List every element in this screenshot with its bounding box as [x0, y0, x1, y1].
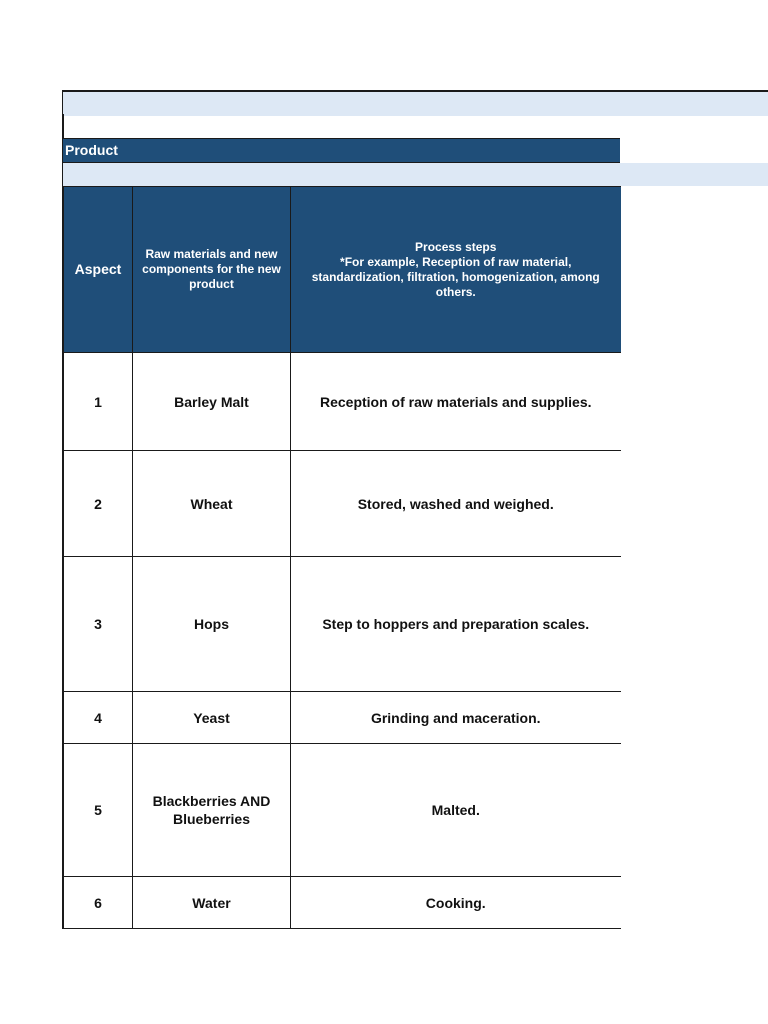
aspect-cell: 5 — [64, 744, 133, 877]
aspect-cell: 6 — [64, 877, 133, 929]
process-cell: Malted. — [291, 744, 621, 877]
aspect-header: Aspect — [64, 187, 133, 353]
aspect-cell: 1 — [64, 353, 133, 451]
aspect-cell: 3 — [64, 557, 133, 692]
process-table — [63, 186, 621, 929]
aspect-cell: 4 — [64, 692, 133, 744]
process-cell: Grinding and maceration. — [291, 692, 621, 744]
table-row — [64, 877, 621, 929]
table-row — [64, 353, 621, 451]
material-cell: Water — [133, 877, 291, 929]
raw-materials-header: Raw materials and new components for the new product — [133, 187, 291, 353]
material-cell: Blackberries AND Blueberries — [133, 744, 291, 877]
process-cell: Reception of raw materials and supplies. — [291, 353, 621, 451]
table-header-row — [64, 187, 621, 353]
product-label: Product — [63, 138, 620, 163]
process-cell: Stored, washed and weighed. — [291, 451, 621, 557]
material-cell: Hops — [133, 557, 291, 692]
table-row — [64, 557, 621, 692]
material-cell: Barley Malt — [133, 353, 291, 451]
table-row — [64, 692, 621, 744]
material-cell: Wheat — [133, 451, 291, 557]
aspect-cell: 2 — [64, 451, 133, 557]
table-row — [64, 451, 621, 557]
process-cell: Step to hoppers and preparation scales. — [291, 557, 621, 692]
table-row — [64, 744, 621, 877]
material-cell: Yeast — [133, 692, 291, 744]
process-steps-header — [291, 187, 621, 353]
process-steps-title: Process steps — [415, 239, 497, 254]
blank-row — [63, 114, 621, 138]
process-cell: Cooking. — [291, 877, 621, 929]
title-band — [63, 90, 768, 116]
separator-band — [63, 163, 768, 186]
process-steps-note: *For example, Reception of raw material, standardization, filtration, homogenization, among others. — [311, 254, 600, 299]
